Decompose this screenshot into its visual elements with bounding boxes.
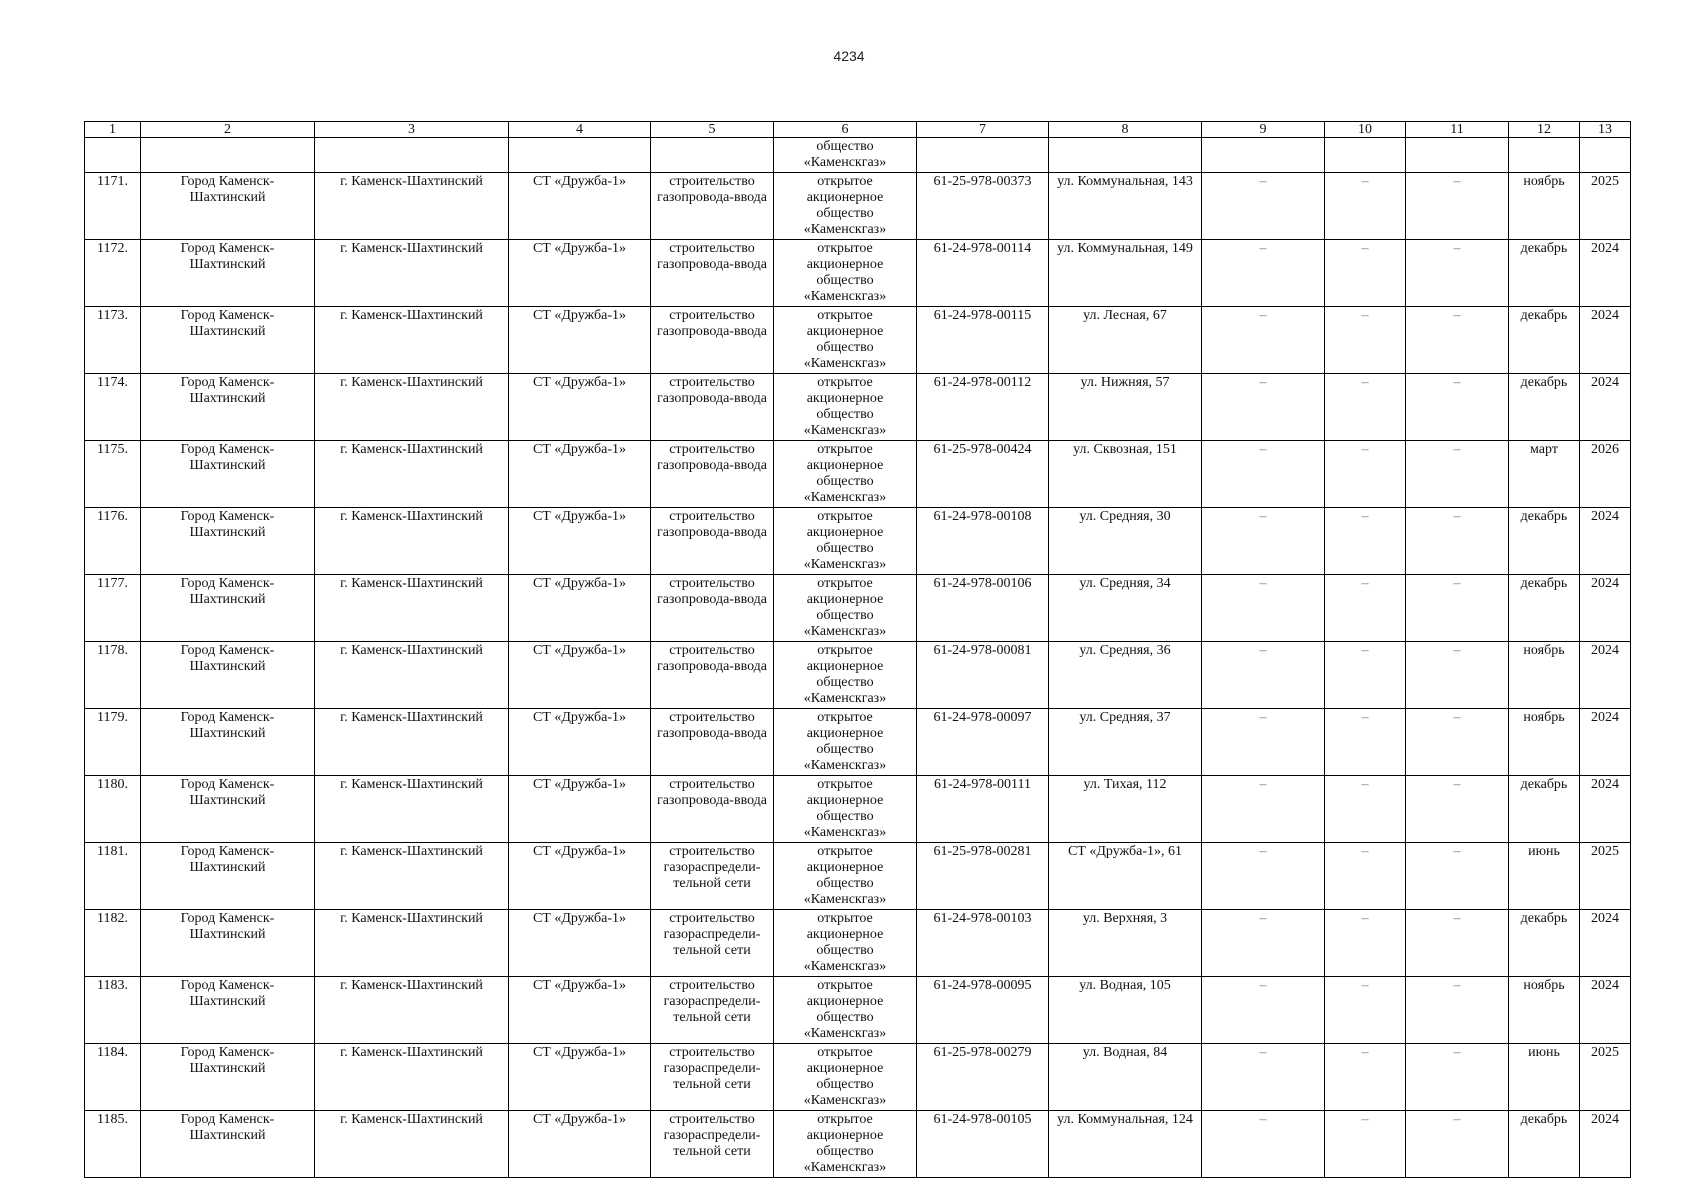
- column-10-cell: –: [1325, 173, 1406, 240]
- settlement-cell: г. Каменск-Шахтинский: [315, 173, 509, 240]
- column-11-cell: –: [1406, 709, 1509, 776]
- row-number-cell: 1171.: [85, 173, 141, 240]
- month-cell: декабрь: [1509, 374, 1580, 441]
- table-row: [85, 307, 1631, 374]
- work-type-cell: строительство газопровода-ввода: [651, 374, 774, 441]
- work-type-cell: строительство газопровода-ввода: [651, 240, 774, 307]
- year-cell: 2024: [1580, 240, 1631, 307]
- organization-cell: открытое акционерное общество «Каменскгаз»: [774, 575, 917, 642]
- organization-cell: открытое акционерное общество «Каменскгаз»: [774, 1111, 917, 1178]
- settlement-cell: г. Каменск-Шахтинский: [315, 977, 509, 1044]
- table-row: [85, 374, 1631, 441]
- object-code-cell: 61-24-978-00106: [917, 575, 1049, 642]
- municipality-cell: Город Каменск-Шахтинский: [141, 1044, 315, 1111]
- column-11-cell: –: [1406, 1044, 1509, 1111]
- column-9-cell: –: [1202, 910, 1325, 977]
- object-code-cell: 61-24-978-00105: [917, 1111, 1049, 1178]
- table-row: [85, 508, 1631, 575]
- municipality-cell: Город Каменск-Шахтинский: [141, 642, 315, 709]
- column-number-3: 3: [315, 122, 509, 138]
- work-type-cell: строительство газораспредели-тельной сети: [651, 1044, 774, 1111]
- year-cell: 2024: [1580, 1111, 1631, 1178]
- municipality-cell: Город Каменск-Шахтинский: [141, 977, 315, 1044]
- settlement-cell: г. Каменск-Шахтинский: [315, 1044, 509, 1111]
- row-number-cell: 1174.: [85, 374, 141, 441]
- work-type-cell: строительство газопровода-ввода: [651, 441, 774, 508]
- address-cell: ул. Нижняя, 57: [1049, 374, 1202, 441]
- continuation-cell: [651, 138, 774, 173]
- month-cell: декабрь: [1509, 508, 1580, 575]
- object-code-cell: 61-24-978-00114: [917, 240, 1049, 307]
- column-10-cell: –: [1325, 374, 1406, 441]
- address-cell: ул. Средняя, 36: [1049, 642, 1202, 709]
- table-row: [85, 441, 1631, 508]
- column-number-10: 10: [1325, 122, 1406, 138]
- column-10-cell: –: [1325, 441, 1406, 508]
- column-11-cell: –: [1406, 307, 1509, 374]
- year-cell: 2024: [1580, 575, 1631, 642]
- row-number-cell: 1175.: [85, 441, 141, 508]
- month-cell: декабрь: [1509, 776, 1580, 843]
- table-row: [85, 240, 1631, 307]
- column-number-11: 11: [1406, 122, 1509, 138]
- column-11-cell: –: [1406, 575, 1509, 642]
- column-9-cell: –: [1202, 1044, 1325, 1111]
- organization-cell: открытое акционерное общество «Каменскгаз»: [774, 1044, 917, 1111]
- column-9-cell: –: [1202, 977, 1325, 1044]
- settlement-cell: г. Каменск-Шахтинский: [315, 441, 509, 508]
- address-cell: ул. Коммунальная, 143: [1049, 173, 1202, 240]
- row-number-cell: 1185.: [85, 1111, 141, 1178]
- month-cell: ноябрь: [1509, 977, 1580, 1044]
- work-type-cell: строительство газораспредели-тельной сети: [651, 910, 774, 977]
- locality-cell: СТ «Дружба-1»: [509, 441, 651, 508]
- column-9-cell: –: [1202, 173, 1325, 240]
- row-number-cell: 1173.: [85, 307, 141, 374]
- work-type-cell: строительство газопровода-ввода: [651, 307, 774, 374]
- year-cell: 2025: [1580, 843, 1631, 910]
- month-cell: ноябрь: [1509, 642, 1580, 709]
- column-9-cell: –: [1202, 508, 1325, 575]
- continuation-cell: [1509, 138, 1580, 173]
- municipality-cell: Город Каменск-Шахтинский: [141, 173, 315, 240]
- organization-cell: открытое акционерное общество «Каменскгаз»: [774, 374, 917, 441]
- settlement-cell: г. Каменск-Шахтинский: [315, 642, 509, 709]
- organization-cell: открытое акционерное общество «Каменскгаз»: [774, 910, 917, 977]
- locality-cell: СТ «Дружба-1»: [509, 776, 651, 843]
- column-11-cell: –: [1406, 776, 1509, 843]
- work-type-cell: строительство газопровода-ввода: [651, 776, 774, 843]
- organization-cell: открытое акционерное общество «Каменскгаз»: [774, 307, 917, 374]
- continuation-cell: [917, 138, 1049, 173]
- column-number-7: 7: [917, 122, 1049, 138]
- object-code-cell: 61-24-978-00081: [917, 642, 1049, 709]
- column-number-2: 2: [141, 122, 315, 138]
- work-type-cell: строительство газопровода-ввода: [651, 508, 774, 575]
- column-11-cell: –: [1406, 441, 1509, 508]
- column-11-cell: –: [1406, 240, 1509, 307]
- continuation-cell: [1406, 138, 1509, 173]
- year-cell: 2024: [1580, 508, 1631, 575]
- organization-cell: открытое акционерное общество «Каменскгаз»: [774, 173, 917, 240]
- month-cell: март: [1509, 441, 1580, 508]
- column-11-cell: –: [1406, 843, 1509, 910]
- object-code-cell: 61-24-978-00112: [917, 374, 1049, 441]
- table-row: [85, 642, 1631, 709]
- municipality-cell: Город Каменск-Шахтинский: [141, 910, 315, 977]
- year-cell: 2026: [1580, 441, 1631, 508]
- object-code-cell: 61-25-978-00281: [917, 843, 1049, 910]
- month-cell: июнь: [1509, 1044, 1580, 1111]
- table-row: [85, 709, 1631, 776]
- column-number-6: 6: [774, 122, 917, 138]
- object-code-cell: 61-24-978-00111: [917, 776, 1049, 843]
- column-number-13: 13: [1580, 122, 1631, 138]
- year-cell: 2024: [1580, 709, 1631, 776]
- column-9-cell: –: [1202, 575, 1325, 642]
- column-9-cell: –: [1202, 441, 1325, 508]
- continuation-cell: [1580, 138, 1631, 173]
- settlement-cell: г. Каменск-Шахтинский: [315, 1111, 509, 1178]
- column-9-cell: –: [1202, 240, 1325, 307]
- settlement-cell: г. Каменск-Шахтинский: [315, 843, 509, 910]
- table-row: [85, 1044, 1631, 1111]
- row-number-cell: 1178.: [85, 642, 141, 709]
- object-code-cell: 61-24-978-00103: [917, 910, 1049, 977]
- organization-cell: открытое акционерное общество «Каменскгаз»: [774, 508, 917, 575]
- column-9-cell: –: [1202, 307, 1325, 374]
- locality-cell: СТ «Дружба-1»: [509, 709, 651, 776]
- work-type-cell: строительство газораспредели-тельной сети: [651, 843, 774, 910]
- register-table: [84, 121, 1631, 1178]
- column-11-cell: –: [1406, 642, 1509, 709]
- continuation-cell: общество «Каменскгаз»: [774, 138, 917, 173]
- continuation-cell: [1202, 138, 1325, 173]
- locality-cell: СТ «Дружба-1»: [509, 307, 651, 374]
- settlement-cell: г. Каменск-Шахтинский: [315, 508, 509, 575]
- column-11-cell: –: [1406, 173, 1509, 240]
- locality-cell: СТ «Дружба-1»: [509, 240, 651, 307]
- year-cell: 2025: [1580, 173, 1631, 240]
- column-10-cell: –: [1325, 307, 1406, 374]
- month-cell: ноябрь: [1509, 709, 1580, 776]
- organization-cell: открытое акционерное общество «Каменскгаз»: [774, 776, 917, 843]
- column-10-cell: –: [1325, 1111, 1406, 1178]
- municipality-cell: Город Каменск-Шахтинский: [141, 307, 315, 374]
- municipality-cell: Город Каменск-Шахтинский: [141, 1111, 315, 1178]
- address-cell: ул. Водная, 105: [1049, 977, 1202, 1044]
- address-cell: ул. Средняя, 30: [1049, 508, 1202, 575]
- municipality-cell: Город Каменск-Шахтинский: [141, 374, 315, 441]
- locality-cell: СТ «Дружба-1»: [509, 1111, 651, 1178]
- column-9-cell: –: [1202, 374, 1325, 441]
- table-row: [85, 910, 1631, 977]
- municipality-cell: Город Каменск-Шахтинский: [141, 575, 315, 642]
- settlement-cell: г. Каменск-Шахтинский: [315, 240, 509, 307]
- column-10-cell: –: [1325, 575, 1406, 642]
- column-10-cell: –: [1325, 709, 1406, 776]
- address-cell: ул. Сквозная, 151: [1049, 441, 1202, 508]
- settlement-cell: г. Каменск-Шахтинский: [315, 910, 509, 977]
- address-cell: ул. Коммунальная, 124: [1049, 1111, 1202, 1178]
- column-10-cell: –: [1325, 843, 1406, 910]
- continuation-cell: [85, 138, 141, 173]
- object-code-cell: 61-24-978-00115: [917, 307, 1049, 374]
- work-type-cell: строительство газопровода-ввода: [651, 709, 774, 776]
- row-number-cell: 1179.: [85, 709, 141, 776]
- column-number-9: 9: [1202, 122, 1325, 138]
- row-number-cell: 1181.: [85, 843, 141, 910]
- settlement-cell: г. Каменск-Шахтинский: [315, 307, 509, 374]
- locality-cell: СТ «Дружба-1»: [509, 508, 651, 575]
- row-number-cell: 1180.: [85, 776, 141, 843]
- table-row: [85, 977, 1631, 1044]
- object-code-cell: 61-25-978-00373: [917, 173, 1049, 240]
- row-number-cell: 1172.: [85, 240, 141, 307]
- column-11-cell: –: [1406, 910, 1509, 977]
- year-cell: 2024: [1580, 776, 1631, 843]
- table-body: [85, 138, 1631, 1178]
- locality-cell: СТ «Дружба-1»: [509, 374, 651, 441]
- column-9-cell: –: [1202, 776, 1325, 843]
- column-9-cell: –: [1202, 709, 1325, 776]
- settlement-cell: г. Каменск-Шахтинский: [315, 776, 509, 843]
- work-type-cell: строительство газораспредели-тельной сети: [651, 1111, 774, 1178]
- column-11-cell: –: [1406, 508, 1509, 575]
- month-cell: ноябрь: [1509, 173, 1580, 240]
- locality-cell: СТ «Дружба-1»: [509, 1044, 651, 1111]
- table-row: [85, 575, 1631, 642]
- settlement-cell: г. Каменск-Шахтинский: [315, 374, 509, 441]
- organization-cell: открытое акционерное общество «Каменскгаз»: [774, 441, 917, 508]
- municipality-cell: Город Каменск-Шахтинский: [141, 709, 315, 776]
- year-cell: 2024: [1580, 642, 1631, 709]
- table-row: [85, 1111, 1631, 1178]
- continuation-row: [85, 138, 1631, 173]
- locality-cell: СТ «Дружба-1»: [509, 575, 651, 642]
- column-9-cell: –: [1202, 843, 1325, 910]
- settlement-cell: г. Каменск-Шахтинский: [315, 575, 509, 642]
- object-code-cell: 61-24-978-00095: [917, 977, 1049, 1044]
- month-cell: декабрь: [1509, 1111, 1580, 1178]
- continuation-cell: [509, 138, 651, 173]
- municipality-cell: Город Каменск-Шахтинский: [141, 776, 315, 843]
- column-11-cell: –: [1406, 977, 1509, 1044]
- work-type-cell: строительство газопровода-ввода: [651, 642, 774, 709]
- column-10-cell: –: [1325, 240, 1406, 307]
- municipality-cell: Город Каменск-Шахтинский: [141, 441, 315, 508]
- month-cell: декабрь: [1509, 575, 1580, 642]
- row-number-cell: 1182.: [85, 910, 141, 977]
- address-cell: ул. Лесная, 67: [1049, 307, 1202, 374]
- work-type-cell: строительство газораспредели-тельной сети: [651, 977, 774, 1044]
- row-number-cell: 1177.: [85, 575, 141, 642]
- address-cell: ул. Коммунальная, 149: [1049, 240, 1202, 307]
- organization-cell: открытое акционерное общество «Каменскгаз»: [774, 240, 917, 307]
- locality-cell: СТ «Дружба-1»: [509, 843, 651, 910]
- column-11-cell: –: [1406, 374, 1509, 441]
- settlement-cell: г. Каменск-Шахтинский: [315, 709, 509, 776]
- table-row: [85, 173, 1631, 240]
- page-number: 4234: [833, 48, 865, 64]
- year-cell: 2024: [1580, 374, 1631, 441]
- column-10-cell: –: [1325, 1044, 1406, 1111]
- row-number-cell: 1176.: [85, 508, 141, 575]
- column-11-cell: –: [1406, 1111, 1509, 1178]
- continuation-cell: [1049, 138, 1202, 173]
- column-number-5: 5: [651, 122, 774, 138]
- organization-cell: открытое акционерное общество «Каменскгаз»: [774, 977, 917, 1044]
- column-10-cell: –: [1325, 508, 1406, 575]
- object-code-cell: 61-24-978-00108: [917, 508, 1049, 575]
- locality-cell: СТ «Дружба-1»: [509, 173, 651, 240]
- column-10-cell: –: [1325, 642, 1406, 709]
- municipality-cell: Город Каменск-Шахтинский: [141, 508, 315, 575]
- continuation-cell: [1325, 138, 1406, 173]
- column-number-row: [85, 122, 1631, 138]
- object-code-cell: 61-25-978-00279: [917, 1044, 1049, 1111]
- month-cell: декабрь: [1509, 240, 1580, 307]
- organization-cell: открытое акционерное общество «Каменскгаз»: [774, 642, 917, 709]
- month-cell: декабрь: [1509, 910, 1580, 977]
- object-code-cell: 61-24-978-00097: [917, 709, 1049, 776]
- object-code-cell: 61-25-978-00424: [917, 441, 1049, 508]
- municipality-cell: Город Каменск-Шахтинский: [141, 843, 315, 910]
- month-cell: декабрь: [1509, 307, 1580, 374]
- column-9-cell: –: [1202, 1111, 1325, 1178]
- year-cell: 2024: [1580, 307, 1631, 374]
- column-10-cell: –: [1325, 776, 1406, 843]
- address-cell: СТ «Дружба-1», 61: [1049, 843, 1202, 910]
- address-cell: ул. Водная, 84: [1049, 1044, 1202, 1111]
- table-row: [85, 843, 1631, 910]
- municipality-cell: Город Каменск-Шахтинский: [141, 240, 315, 307]
- address-cell: ул. Верхняя, 3: [1049, 910, 1202, 977]
- table-row: [85, 776, 1631, 843]
- column-10-cell: –: [1325, 977, 1406, 1044]
- column-9-cell: –: [1202, 642, 1325, 709]
- locality-cell: СТ «Дружба-1»: [509, 977, 651, 1044]
- address-cell: ул. Средняя, 34: [1049, 575, 1202, 642]
- column-number-12: 12: [1509, 122, 1580, 138]
- locality-cell: СТ «Дружба-1»: [509, 910, 651, 977]
- organization-cell: открытое акционерное общество «Каменскгаз»: [774, 709, 917, 776]
- work-type-cell: строительство газопровода-ввода: [651, 173, 774, 240]
- column-number-4: 4: [509, 122, 651, 138]
- organization-cell: открытое акционерное общество «Каменскгаз»: [774, 843, 917, 910]
- locality-cell: СТ «Дружба-1»: [509, 642, 651, 709]
- column-10-cell: –: [1325, 910, 1406, 977]
- address-cell: ул. Тихая, 112: [1049, 776, 1202, 843]
- month-cell: июнь: [1509, 843, 1580, 910]
- work-type-cell: строительство газопровода-ввода: [651, 575, 774, 642]
- continuation-cell: [315, 138, 509, 173]
- continuation-cell: [141, 138, 315, 173]
- year-cell: 2024: [1580, 910, 1631, 977]
- row-number-cell: 1184.: [85, 1044, 141, 1111]
- year-cell: 2025: [1580, 1044, 1631, 1111]
- column-number-8: 8: [1049, 122, 1202, 138]
- row-number-cell: 1183.: [85, 977, 141, 1044]
- year-cell: 2024: [1580, 977, 1631, 1044]
- address-cell: ул. Средняя, 37: [1049, 709, 1202, 776]
- column-number-1: 1: [85, 122, 141, 138]
